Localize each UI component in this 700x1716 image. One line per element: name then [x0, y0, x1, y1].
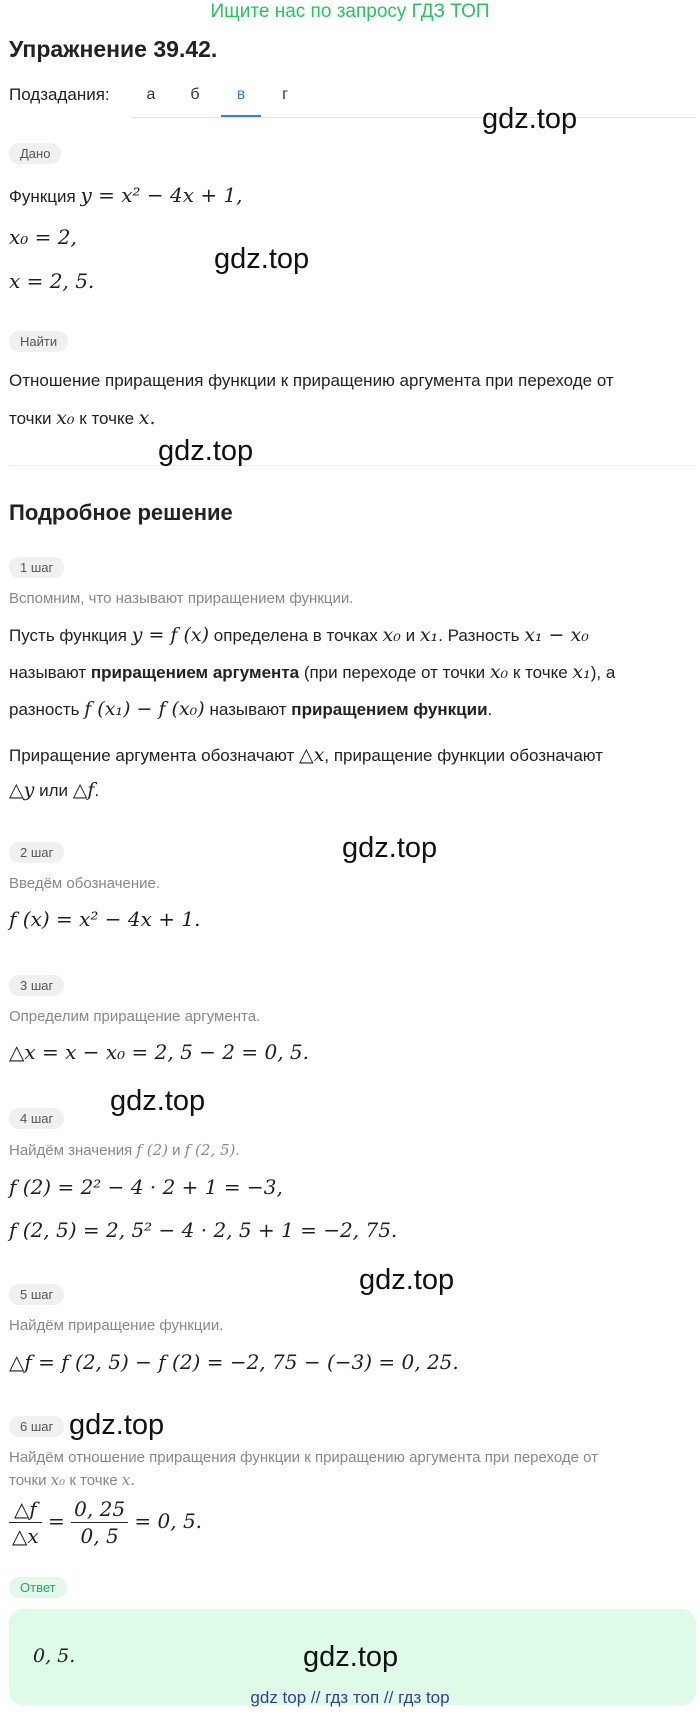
given-function-expr: y = x² − 4x + 1, [80, 183, 243, 207]
step1-text: определена в точках [213, 626, 378, 645]
step6-note-text: точки [9, 1472, 47, 1489]
watermark: gdz.top [158, 435, 254, 467]
step1-text: . Разность [438, 626, 520, 645]
step4-note-math: f (2, 5) [184, 1141, 236, 1159]
watermark: gdz.top [110, 1085, 206, 1117]
step3-note: Определим приращение аргумента. [9, 1008, 261, 1025]
equals-sign: = [48, 1509, 65, 1533]
watermark: gdz.top [214, 243, 310, 275]
given-function-word: Функция [9, 187, 76, 206]
step1-text: к точке [512, 663, 568, 682]
subtask-tabs [131, 80, 696, 118]
step1-para1 [9, 624, 589, 646]
tab-v[interactable]: в [221, 86, 261, 117]
step1-math: △x [299, 744, 325, 766]
step1-text: (при переходе от точки [303, 663, 486, 682]
step1-text: и [405, 626, 416, 645]
step4-expr1: f (2) = 2² − 4 · 2 + 1 = −3, [9, 1175, 283, 1199]
given-tag: Дано [9, 143, 61, 164]
step3-expr: △x = x − x₀ = 2, 5 − 2 = 0, 5. [9, 1040, 310, 1064]
step1-tag: 1 шаг [9, 557, 64, 578]
step1-math: x₀ [382, 624, 401, 646]
step1-note: Вспомним, что называют приращением функции. [9, 590, 354, 607]
step1-math: x₀ [489, 661, 509, 683]
page-title: Упражнение 39.42. [9, 36, 218, 62]
step2-tag: 2 шаг [9, 842, 64, 863]
find-x0: x₀ [56, 407, 75, 429]
answer-tag: Ответ [9, 1577, 67, 1598]
step1-math: x₁ [419, 624, 439, 646]
find-line1: Отношение приращения функции к приращению аргумента при переходе от [9, 371, 614, 390]
fraction-numerator: △f [9, 1497, 42, 1523]
step1-math: x₁ [572, 661, 591, 683]
step1-text: Приращение аргумента обозначают [9, 746, 295, 765]
find-x: x. [138, 407, 156, 429]
step1-text: называют [9, 663, 87, 682]
answer-value: 0, 5. [33, 1645, 76, 1667]
step6-note-math: x₀ [50, 1471, 66, 1489]
step1-math: △y [9, 779, 35, 801]
given-x0: x₀ = 2, [9, 225, 77, 249]
search-banner[interactable]: Ищите нас по запросу ГДЗ ТОП [210, 1, 490, 22]
step1-bold: приращением функции [291, 700, 488, 719]
divider [9, 465, 696, 466]
step3-tag: 3 шаг [9, 975, 64, 996]
step6-expr [9, 1497, 202, 1548]
given-function [9, 183, 243, 207]
watermark: gdz.top [359, 1264, 455, 1296]
tab-a[interactable]: а [146, 86, 156, 103]
fraction-numerator: 0, 25 [71, 1497, 128, 1523]
step1-text: , приращение функции обозначают [324, 746, 603, 765]
step2-note: Введём обозначение. [9, 875, 161, 892]
step5-expr: △f = f (2, 5) − f (2) = −2, 75 − (−3) = 0, 25. [9, 1350, 459, 1374]
step1-text: разность [9, 700, 80, 719]
step4-note-math: f (2) [136, 1141, 168, 1159]
step1-para2 [9, 661, 615, 683]
find-tag: Найти [9, 331, 68, 352]
step1-text: или [39, 781, 69, 800]
watermark: gdz.top [342, 832, 438, 864]
step2-expr: f (x) = x² − 4x + 1. [9, 907, 201, 931]
tab-g[interactable]: г [282, 86, 288, 103]
step6-note-line2 [9, 1471, 135, 1489]
step6-note-line1: Найдём отношение приращения функции к приращению аргумента при переходе от [9, 1449, 599, 1466]
step1-para5 [9, 779, 99, 801]
step4-note-text: . [235, 1142, 240, 1159]
step4-note [9, 1141, 240, 1159]
step1-text: . [94, 781, 100, 800]
step5-note: Найдём приращение функции. [9, 1317, 224, 1334]
step6-note-text: к точке [69, 1472, 118, 1489]
given-x: x = 2, 5. [9, 269, 95, 293]
step1-math: y = f (x) [131, 624, 210, 646]
tab-b[interactable]: б [190, 86, 200, 103]
step6-tag: 6 шаг [9, 1416, 64, 1437]
watermark: gdz.top [69, 1409, 165, 1441]
step4-tag: 4 шаг [9, 1108, 64, 1129]
step1-math: △f [72, 779, 95, 801]
step4-note-text: и [172, 1142, 181, 1159]
step1-para3 [9, 698, 492, 720]
step1-text: Пусть функция [9, 626, 127, 645]
fraction-denominator: △x [12, 1524, 39, 1548]
step1-text: ), а [590, 663, 616, 682]
step4-expr2: f (2, 5) = 2, 5² − 4 · 2, 5 + 1 = −2, 75. [9, 1218, 398, 1242]
step6-note-math: x. [121, 1471, 136, 1489]
step4-note-text: Найдём значения [9, 1142, 133, 1159]
step1-text: . [487, 700, 493, 719]
step6-result: = 0, 5. [134, 1509, 203, 1533]
watermark: gdz.top [482, 103, 578, 135]
fraction-df-dx [9, 1497, 42, 1548]
step1-math: f (x₁) − f (x₀) [84, 698, 205, 720]
step1-math: x₁ − x₀ [524, 624, 589, 646]
step1-text: называют [209, 700, 287, 719]
find-line2 [9, 407, 156, 429]
watermark: gdz.top [303, 1641, 399, 1673]
find-text: точки [9, 409, 52, 428]
fraction-values [71, 1497, 128, 1548]
find-text: к точке [79, 409, 135, 428]
footer-links[interactable]: gdz top // гдз топ // гдз top [250, 1688, 450, 1707]
subtasks-label: Подзадания: [9, 85, 110, 104]
step1-bold: приращением аргумента [90, 663, 300, 682]
fraction-denominator: 0, 5 [80, 1524, 119, 1548]
solution-heading: Подробное решение [9, 500, 233, 525]
step5-tag: 5 шаг [9, 1284, 64, 1305]
step1-para4 [9, 744, 603, 766]
